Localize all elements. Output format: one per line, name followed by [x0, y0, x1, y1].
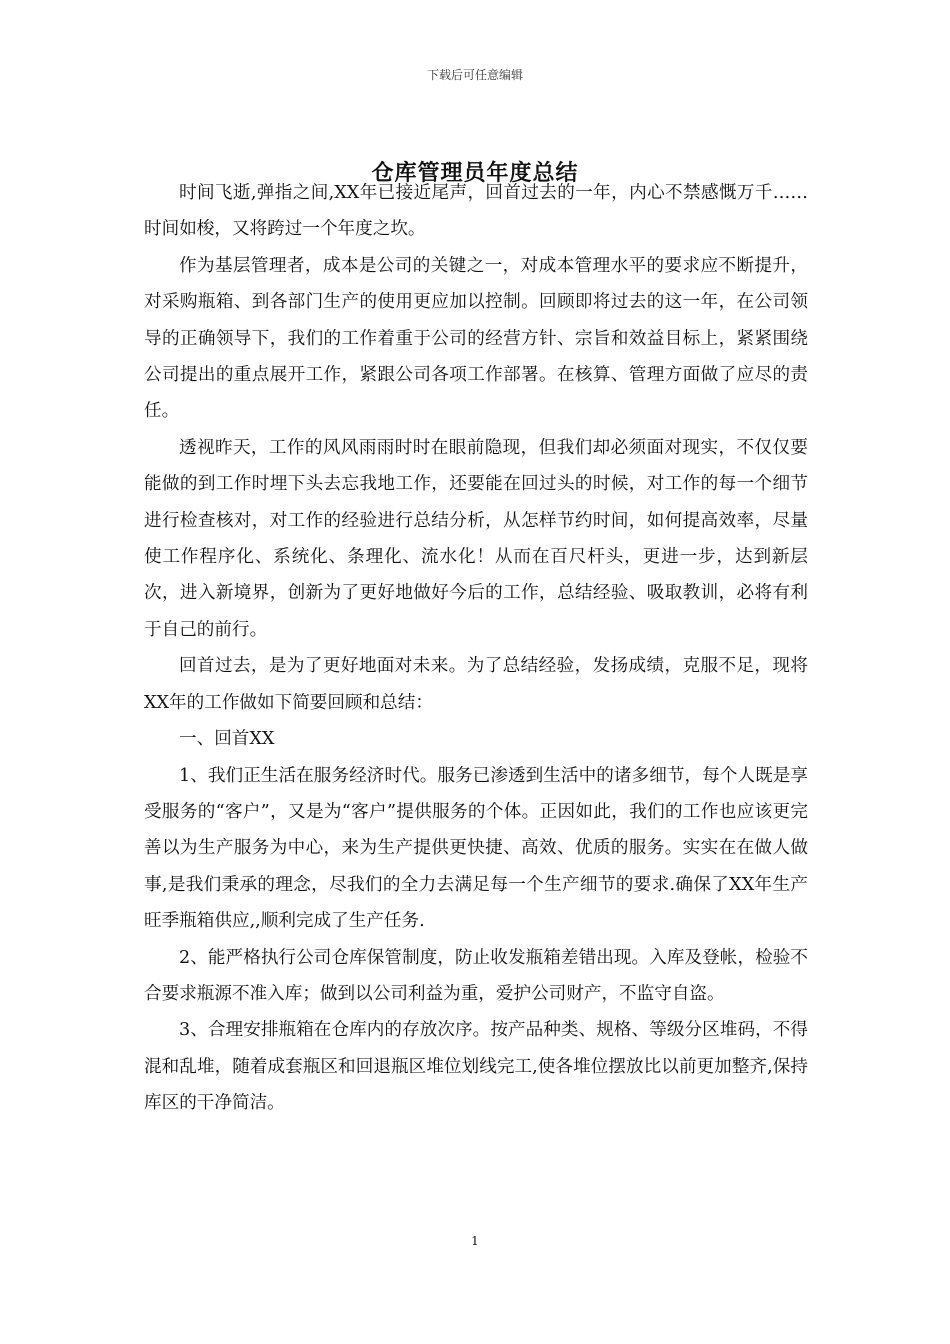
header-note: 下载后可任意编辑 [426, 68, 523, 82]
paragraph: 2、能严格执行公司仓库保管制度，防止收发瓶箱差错出现。入库及登帐，检验不合要求瓶源不准入库；做到以公司利益为重，爱护公司财产，不监守自盗。 [144, 947, 808, 1004]
paragraph: 回首过去，是为了更好地面对未来。为了总结经验，发扬成绩，克服不足，现将XX年的工作做如下简要回顾和总结： [144, 656, 808, 713]
document-title: 仓库管理员年度总结 [371, 160, 579, 186]
paragraph: 作为基层管理者，成本是公司的关键之一，对成本管理水平的要求应不断提升，对采购瓶箱、到各部门生产的使用更应加以控制。回顾即将过去的这一年，在公司领导的正确领导下，我们的工作着重于公司的经营方针、宗旨和效益目标上，紧紧围绕公司提出的重点展开工作，紧跟公司各项工作部署。在核算、管理方面做了应尽的责任。 [144, 255, 808, 422]
paragraph: 3、合理安排瓶箱在仓库内的存放次序。按产品种类、规格、等级分区堆码，不得混和乱堆，随着成套瓶区和回退瓶区堆位划线完工,使各堆位摆放比以前更加整齐,保持库区的干净简洁。 [144, 1020, 808, 1114]
document-body [144, 175, 808, 1122]
section-heading: 一、回首XX [179, 729, 275, 750]
paragraph: 透视昨天，工作的风风雨雨时时在眼前隐现，但我们却必须面对现实，不仅仅要能做的到工作时埋下头去忘我地工作，还要能在回过头的时候，对工作的每一个细节进行检查核对，对工作的经验进行总结分析，从怎样节约时间，如何提高效率，尽量使工作程序化、系统化、条理化、流水化！从而在百尺杆头，更进一步，达到新层次，进入新境界，创新为了更好地做好今后的工作，总结经验、吸取教训，必将有利于自己的前行。 [144, 437, 808, 640]
paragraph: 1、我们正生活在服务经济时代。服务已渗透到生活中的诸多细节，每个人既是享受服务的“客户”，又是为“客户”提供服务的个体。正因如此，我们的工作也应该更完善以为生产服务为中心，来为生产提供更快捷、高效、优质的服务。实实在在做人做事,是我们秉承的理念，尽我们的全力去满足每一个生产细节的要求.确保了XX年生产旺季瓶箱供应,,顺利完成了生产任务. [144, 765, 808, 932]
page-number: 1 [471, 1234, 479, 1248]
paragraph: 时间飞逝,弹指之间,XX年已接近尾声，回首过去的一年，内心不禁感慨万千……时间如梭，又将跨过一个年度之坎。 [144, 183, 808, 240]
